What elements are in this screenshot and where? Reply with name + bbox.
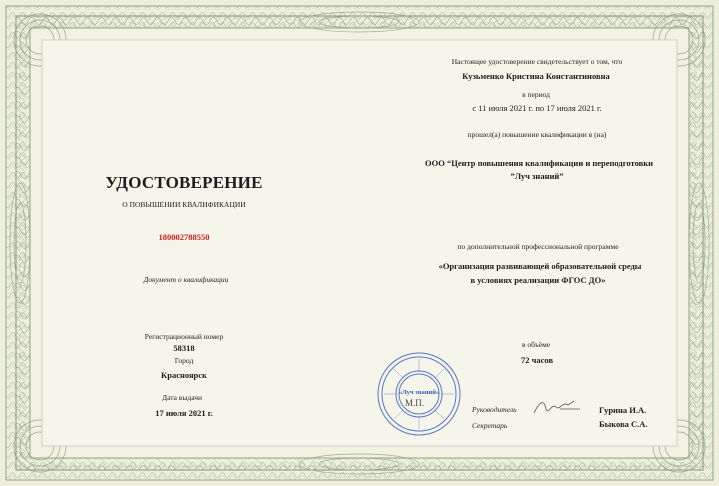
volume: 72 часов xyxy=(520,355,554,365)
head-name: Гурина И.А. xyxy=(599,405,647,415)
passed-line: прошел(а) повышение квалификации в (на) xyxy=(467,130,607,139)
stamp-center-text: «Луч знаний» xyxy=(398,389,440,396)
city: Красноярск xyxy=(161,370,207,380)
program-line2: в условиях реализации ФГОС ДО» xyxy=(470,275,606,285)
head-label: Руководитель xyxy=(472,405,517,414)
secretary-name: Быкова С.А. xyxy=(599,419,648,429)
certificate-subtitle: О ПОВЫШЕНИИ КВАЛИФИКАЦИИ xyxy=(122,200,246,209)
secretary-label: Секретарь xyxy=(472,421,508,430)
volume-label: в объёме xyxy=(521,340,551,349)
organization-line2: ”Луч знаний” xyxy=(510,171,564,181)
program-label: по дополнительной профессиональной программе xyxy=(457,242,619,251)
period: с 11 июля 2021 г. по 17 июля 2021 г. xyxy=(472,103,602,113)
reg-number: 58318 xyxy=(173,343,195,353)
certificate-title: УДОСТОВЕРЕНИЕ xyxy=(105,173,263,192)
certificate-number: 180002788550 xyxy=(158,232,210,242)
period-label: в период xyxy=(522,90,550,99)
recipient-name: Кузьменко Кристина Константиновна xyxy=(462,71,610,81)
stamp-mp: М.П. xyxy=(405,398,425,408)
city-label: Город xyxy=(174,356,194,365)
issue-date-label: Дата выдачи xyxy=(161,393,203,402)
head-signature xyxy=(530,395,590,421)
document-type: Документ о квалификации xyxy=(143,275,229,284)
reg-number-label: Регистрационный номер xyxy=(144,332,224,341)
organization-line1: ООО “Центр повышения квалификации и переподготовки xyxy=(424,158,654,168)
program-line1: «Организация развивающей образовательной среды xyxy=(438,261,642,271)
issue-date: 17 июля 2021 г. xyxy=(155,408,213,418)
intro-line: Настоящее удостоверение свидетельствует о том, что xyxy=(451,57,623,66)
